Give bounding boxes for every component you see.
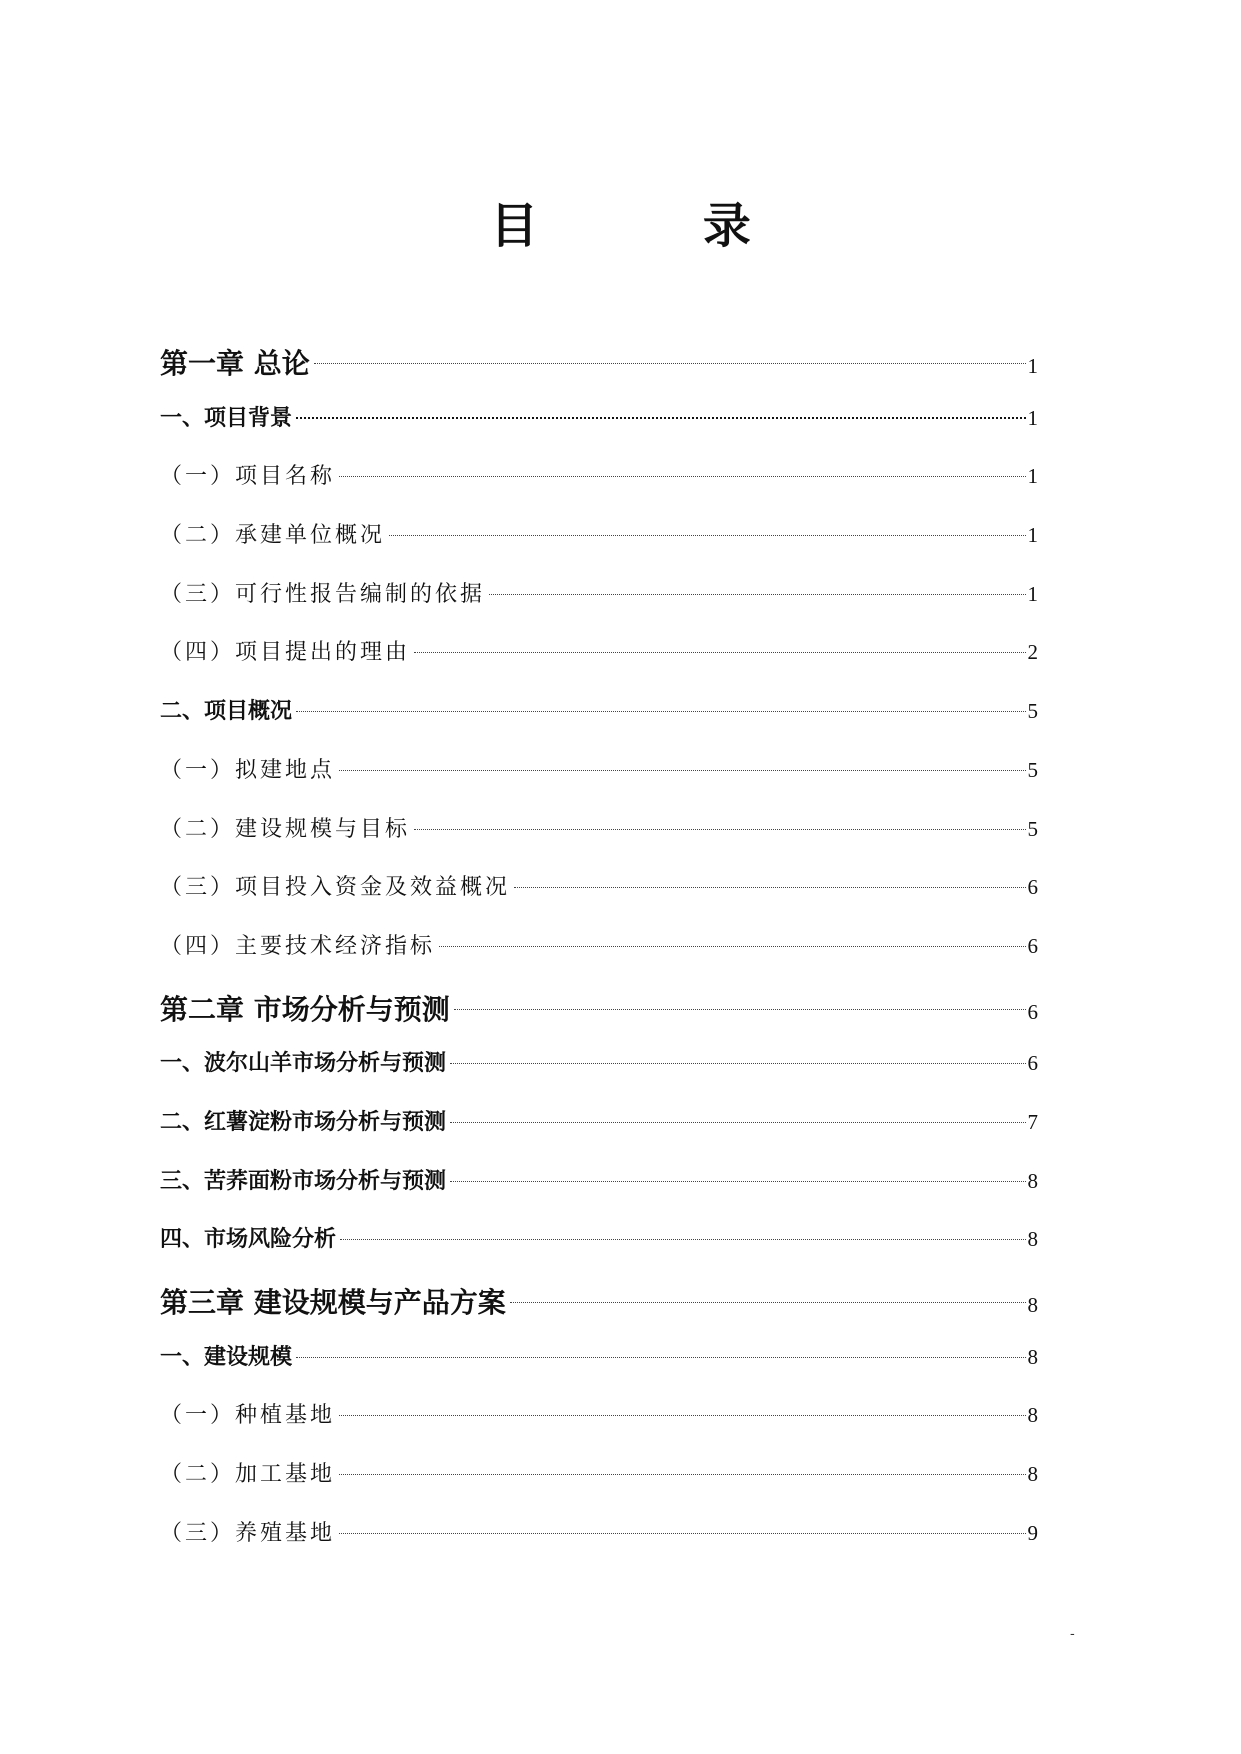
dot-leader (314, 363, 1026, 364)
toc-entry-label: （三）可行性报告编制的依据 (160, 581, 486, 607)
toc-entry[interactable] (160, 988, 1038, 1047)
toc-entry[interactable] (160, 1281, 1038, 1340)
toc-entry-page-number: 8 (1027, 1168, 1038, 1193)
toc-entry[interactable] (160, 401, 1038, 460)
toc-entry-label: （四）项目提出的理由 (160, 640, 411, 666)
toc-entry[interactable] (160, 870, 1038, 929)
toc-entry-label: （一）拟建地点 (160, 757, 336, 783)
dot-leader (510, 1302, 1026, 1303)
dot-leader (439, 946, 1025, 947)
toc-entry-label: （一）项目名称 (160, 464, 336, 490)
toc-entry-label: 第一章 总论 (160, 347, 310, 380)
dot-leader (414, 829, 1025, 830)
toc-entry-page-number: 7 (1027, 1109, 1038, 1134)
dot-leader (340, 1239, 1025, 1240)
toc-entry-label: 第二章 市场分析与预测 (160, 992, 450, 1026)
toc-entry-page-number: 1 (1027, 405, 1038, 430)
toc-entry-page-number: 8 (1027, 1344, 1038, 1369)
toc-entry[interactable] (160, 1046, 1038, 1105)
toc-entry-page-number: 8 (1027, 1227, 1038, 1252)
toc-entry[interactable] (160, 1105, 1038, 1164)
toc-entry-label: （二）加工基地 (160, 1462, 336, 1488)
toc-entry[interactable] (160, 929, 1038, 988)
dot-leader (339, 770, 1025, 771)
toc-entry-page-number: 5 (1027, 699, 1038, 724)
toc-entry[interactable] (160, 635, 1038, 694)
dot-leader (339, 1415, 1025, 1416)
dot-leader (450, 1122, 1025, 1123)
toc-entry[interactable] (160, 1340, 1038, 1399)
toc-entry[interactable] (160, 1457, 1038, 1516)
toc-entry-page-number: 1 (1027, 581, 1038, 606)
dot-leader (339, 1474, 1025, 1475)
toc-entry-page-number: 8 (1027, 1403, 1038, 1428)
toc-entry-page-number: 6 (1027, 999, 1038, 1024)
toc-entry-label: 一、建设规模 (160, 1343, 293, 1370)
toc-entry-label: （二）建设规模与目标 (160, 816, 411, 842)
dot-leader (296, 417, 1025, 419)
dot-leader (296, 711, 1025, 712)
toc-entry-page-number: 1 (1027, 354, 1038, 378)
dot-leader (339, 476, 1025, 477)
dot-leader (514, 887, 1025, 888)
dot-leader (339, 1533, 1025, 1534)
dot-leader (296, 1357, 1025, 1358)
toc-entry[interactable] (160, 812, 1038, 871)
toc-entry-page-number: 1 (1027, 464, 1038, 489)
toc-entry[interactable] (160, 459, 1038, 518)
toc-entry[interactable] (160, 342, 1038, 401)
toc-entry-page-number: 2 (1027, 640, 1038, 665)
toc-entry-label: 三、苦荞面粉市场分析与预测 (160, 1167, 447, 1194)
toc-entry-page-number: 8 (1027, 1462, 1038, 1487)
toc-entry-label: （一）种植基地 (160, 1403, 336, 1429)
table-of-contents (160, 342, 1038, 1574)
toc-entry[interactable] (160, 518, 1038, 577)
toc-title: 目 录 (490, 198, 825, 254)
toc-entry[interactable] (160, 577, 1038, 636)
toc-entry-page-number: 9 (1027, 1520, 1038, 1545)
dot-leader (450, 1181, 1025, 1182)
toc-entry-label: 四、市场风险分析 (160, 1226, 337, 1253)
toc-entry-page-number: 5 (1027, 816, 1038, 841)
dot-leader (489, 594, 1025, 595)
toc-entry-label: 第三章 建设规模与产品方案 (160, 1286, 506, 1319)
toc-entry-page-number: 5 (1027, 757, 1038, 782)
toc-entry-page-number: 6 (1027, 933, 1038, 958)
toc-entry-page-number: 1 (1027, 523, 1038, 548)
toc-entry-label: （二）承建单位概况 (160, 523, 386, 549)
toc-entry-page-number: 8 (1027, 1293, 1038, 1317)
toc-entry[interactable] (160, 1164, 1038, 1223)
toc-entry-label: 二、红薯淀粉市场分析与预测 (160, 1108, 447, 1135)
toc-entry-label: （四）主要技术经济指标 (160, 933, 436, 959)
dot-leader (389, 535, 1025, 536)
toc-entry-page-number: 6 (1027, 875, 1038, 900)
toc-entry-label: 一、项目背景 (160, 404, 293, 431)
toc-entry-label: 一、波尔山羊市场分析与预测 (160, 1050, 447, 1077)
toc-entry[interactable] (160, 1398, 1038, 1457)
toc-entry-page-number: 6 (1027, 1051, 1038, 1076)
toc-entry-label: （三）养殖基地 (160, 1520, 336, 1546)
toc-entry-label: 二、项目概况 (160, 698, 293, 725)
toc-entry[interactable] (160, 753, 1038, 812)
toc-entry[interactable] (160, 694, 1038, 753)
dot-leader (414, 652, 1025, 653)
toc-entry[interactable] (160, 1222, 1038, 1281)
page-footer-mark: - (1070, 1626, 1075, 1642)
toc-entry[interactable] (160, 1516, 1038, 1575)
toc-entry-label: （三）项目投入资金及效益概况 (160, 875, 511, 901)
dot-leader (450, 1063, 1025, 1064)
dot-leader (454, 1009, 1026, 1010)
